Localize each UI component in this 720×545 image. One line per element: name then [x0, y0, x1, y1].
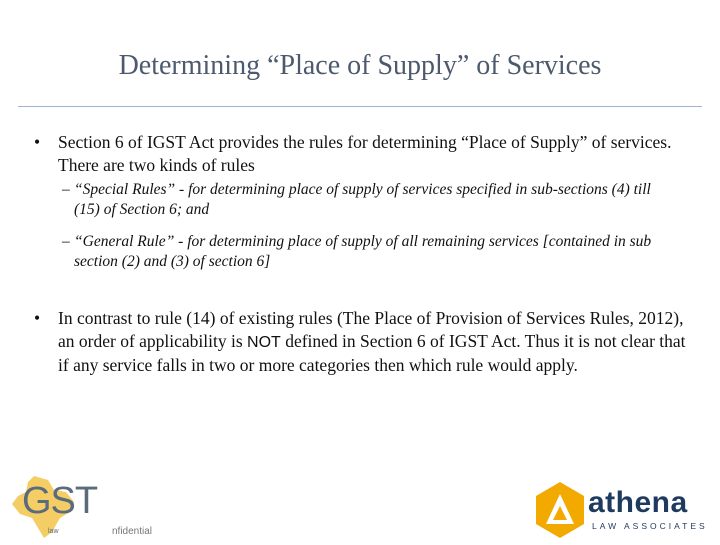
emphasis-not: NOT	[247, 334, 281, 351]
gst-logo-word: GST	[22, 480, 98, 522]
subpoint-general-rule-text: “General Rule” - for determining place of supply of all remaining services [contained in sub section (2) and (3) of section 6]	[74, 233, 652, 270]
gst-logo	[4, 474, 114, 540]
footer-confidential: nfidential	[112, 526, 153, 537]
athena-logo-subtext: LAW ASSOCIATES	[592, 521, 708, 531]
gst-logo-subtext: law	[48, 528, 59, 535]
bullet-1-text: Section 6 of IGST Act provides the rules for determining “Place of Supply” of services. There are two kinds of rules	[58, 132, 672, 175]
bullet-2-text	[58, 307, 698, 377]
subpoint-special-rules-text: “Special Rules” - for determining place of supply of services specified in sub-sections (4) till (15) of Section 6; and	[74, 181, 651, 218]
title-divider	[18, 106, 702, 107]
bullet-marker: •	[34, 132, 41, 152]
slide-title: Determining “Place of Supply” of Services	[118, 50, 602, 81]
bullet-marker: •	[34, 308, 41, 328]
athena-logo	[532, 480, 720, 540]
subpoint-marker: –	[62, 181, 70, 198]
subpoint-marker: –	[62, 233, 70, 250]
bullet-1	[34, 131, 698, 177]
bullet-2-text-before: In contrast to rule (14) of existing rules (The Place of Provision of Services Rules, 2012), an order of applicability is	[58, 308, 684, 351]
subpoint-special-rules	[62, 180, 672, 220]
athena-mark-icon	[532, 480, 588, 540]
subpoint-general-rule	[62, 232, 672, 272]
bullet-2-text-after: defined in Section 6 of IGST Act. Thus it is not clear that if any service falls in two or more categories then which rule would apply.	[58, 331, 686, 375]
bullet-2	[34, 307, 698, 377]
athena-logo-word: athena	[588, 486, 688, 519]
